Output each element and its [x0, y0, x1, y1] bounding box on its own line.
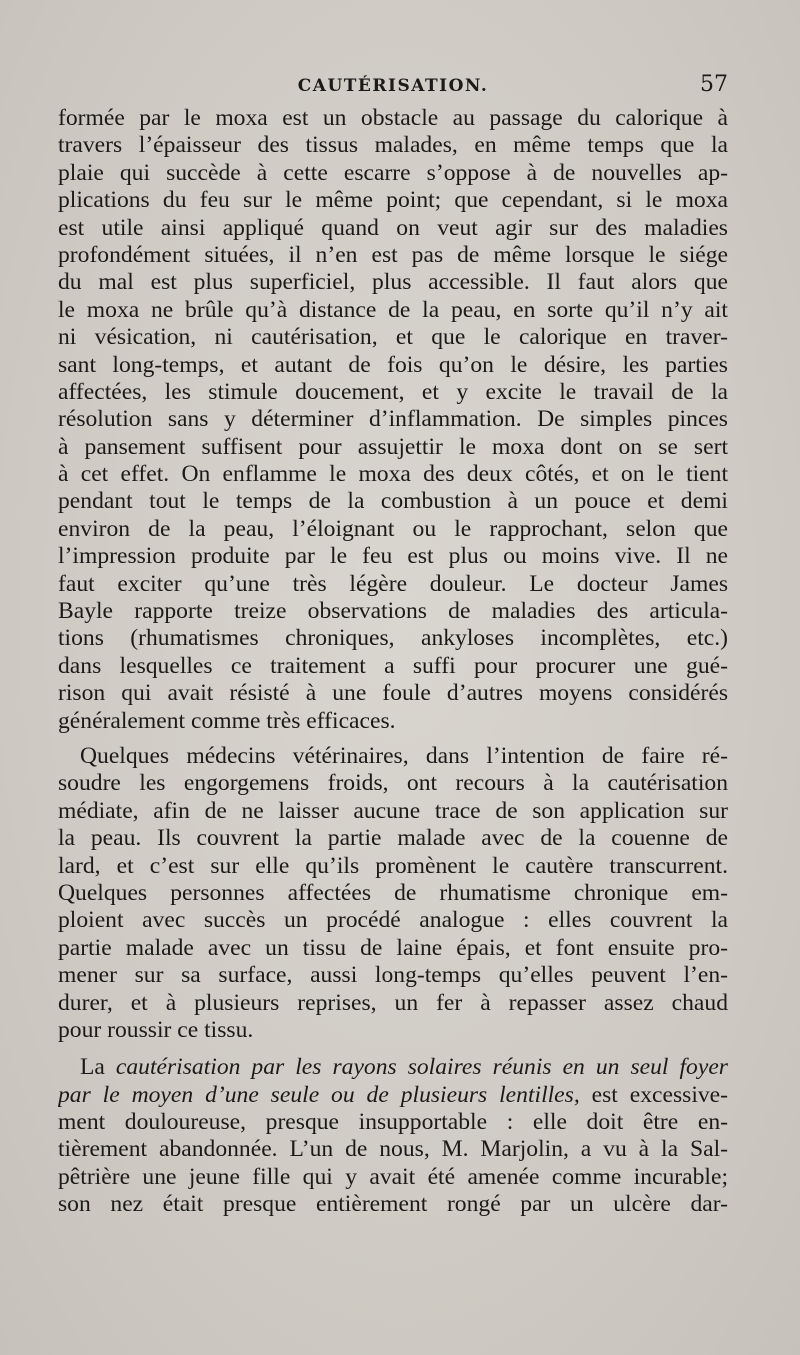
- text-line: travers l’épaisseur des tissus malades, en même temps que la: [58, 132, 728, 159]
- running-title: CAUTÉRISATION.: [297, 76, 489, 96]
- text-line: rison qui avait résisté à une foule d’autres moyens considérés: [58, 680, 728, 707]
- text-line: pour roussir ce tissu.: [58, 1016, 254, 1043]
- paragraph-spacer: [58, 1044, 728, 1054]
- running-head: [58, 72, 728, 102]
- text-line: ni vésication, ni cautérisation, et que le calorique en traver-: [58, 324, 728, 351]
- paragraph-spacer: [58, 735, 728, 743]
- text-line: ploient avec succès un procédé analogue : elles couvrent la: [58, 907, 728, 934]
- text-line: tions (rhumatismes chroniques, ankyloses incomplètes, etc.): [58, 625, 728, 652]
- text-line: Quelques médecins vétérinaires, dans l’intention de faire ré-: [80, 742, 728, 769]
- text-line: affectées, les stimule doucement, et y excite le travail de la: [58, 378, 728, 405]
- text-line: pêtrière une jeune fille qui y avait été amenée comme incurable;: [58, 1163, 728, 1190]
- italic-run: par le moyen d’une seule ou de plusieurs lentilles,: [58, 1081, 580, 1108]
- text-line: [58, 1054, 728, 1081]
- text-line: l’impression produite par le feu est plus ou moins vive. Il ne: [58, 543, 728, 570]
- text-line: plaie qui succède à cette escarre s’oppose à de nouvelles ap-: [58, 159, 728, 186]
- text-line: environ de la peau, l’éloignant ou le rapprochant, selon que: [58, 515, 728, 542]
- text-line: formée par le moxa est un obstacle au passage du calorique à: [58, 105, 728, 131]
- text-line: ment douloureuse, presque insupportable : elle doit être en-: [58, 1109, 728, 1136]
- text-line: à pansement suffisent pour assujettir le moxa dont on se sert: [58, 433, 728, 460]
- text-run: est excessive-: [579, 1081, 728, 1108]
- page-number: 57: [700, 72, 728, 97]
- text-line: le moxa ne brûle qu’à distance de la peau, en sorte qu’il n’y ait: [58, 296, 728, 323]
- text-line: durer, et à plusieurs reprises, un fer à repasser assez chaud: [58, 989, 728, 1016]
- text-line: généralement comme très efficaces.: [58, 707, 396, 734]
- text-line: plications du feu sur le même point; que cependant, si le moxa: [58, 187, 728, 214]
- paragraph-3: [58, 1054, 728, 1218]
- text-line: la peau. Ils couvrent la partie malade avec de la couenne de: [58, 825, 728, 852]
- text-line: partie malade avec un tissu de laine épais, et font ensuite pro-: [58, 934, 728, 961]
- text-line: sant long-temps, et autant de fois qu’on le désire, les parties: [58, 351, 728, 378]
- text-line: médiate, afin de ne laisser aucune trace de son application sur: [58, 797, 728, 824]
- text-line: son nez était presque entièrement rongé par un ulcère dar-: [58, 1191, 728, 1218]
- italic-run: cautérisation par les rayons solaires réunis en un seul foyer: [115, 1054, 728, 1081]
- text-line: profondément situées, il n’en est pas de même lorsque le siége: [58, 241, 728, 268]
- text-line: mener sur sa surface, aussi long-temps qu’elles peuvent l’en-: [58, 962, 728, 989]
- text-line: à cet effet. On enflamme le moxa des deux côtés, et on le tient: [58, 461, 728, 488]
- body-text: [58, 105, 728, 1219]
- text-line: résolution sans y déterminer d’inflammation. De simples pinces: [58, 406, 728, 433]
- text-line: Quelques personnes affectées de rhumatisme chronique em-: [58, 879, 728, 906]
- text-line: [58, 1082, 728, 1109]
- paragraph-2: [58, 743, 728, 1044]
- text-line: Bayle rapporte treize observations de maladies des articula-: [58, 598, 728, 625]
- text-line: tièrement abandonnée. L’un de nous, M. Marjolin, a vu à la Sal-: [58, 1136, 728, 1163]
- paragraph-1: [58, 105, 728, 735]
- text-line: soudre les engorgemens froids, ont recours à la cautérisation: [58, 770, 728, 797]
- text-line: pendant tout le temps de la combustion à un pouce et demi: [58, 488, 728, 515]
- text-line: est utile ainsi appliqué quand on veut agir sur des maladies: [58, 214, 728, 241]
- text-run: La: [80, 1054, 116, 1081]
- text-line: lard, et c’est sur elle qu’ils promènent le cautère transcurrent.: [58, 852, 728, 879]
- text-line: du mal est plus superficiel, plus accessible. Il faut alors que: [58, 269, 728, 296]
- text-line: faut exciter qu’une très légère douleur. Le docteur James: [58, 570, 728, 597]
- text-line: dans lesquelles ce traitement a suffi pour procurer une gué-: [58, 652, 728, 679]
